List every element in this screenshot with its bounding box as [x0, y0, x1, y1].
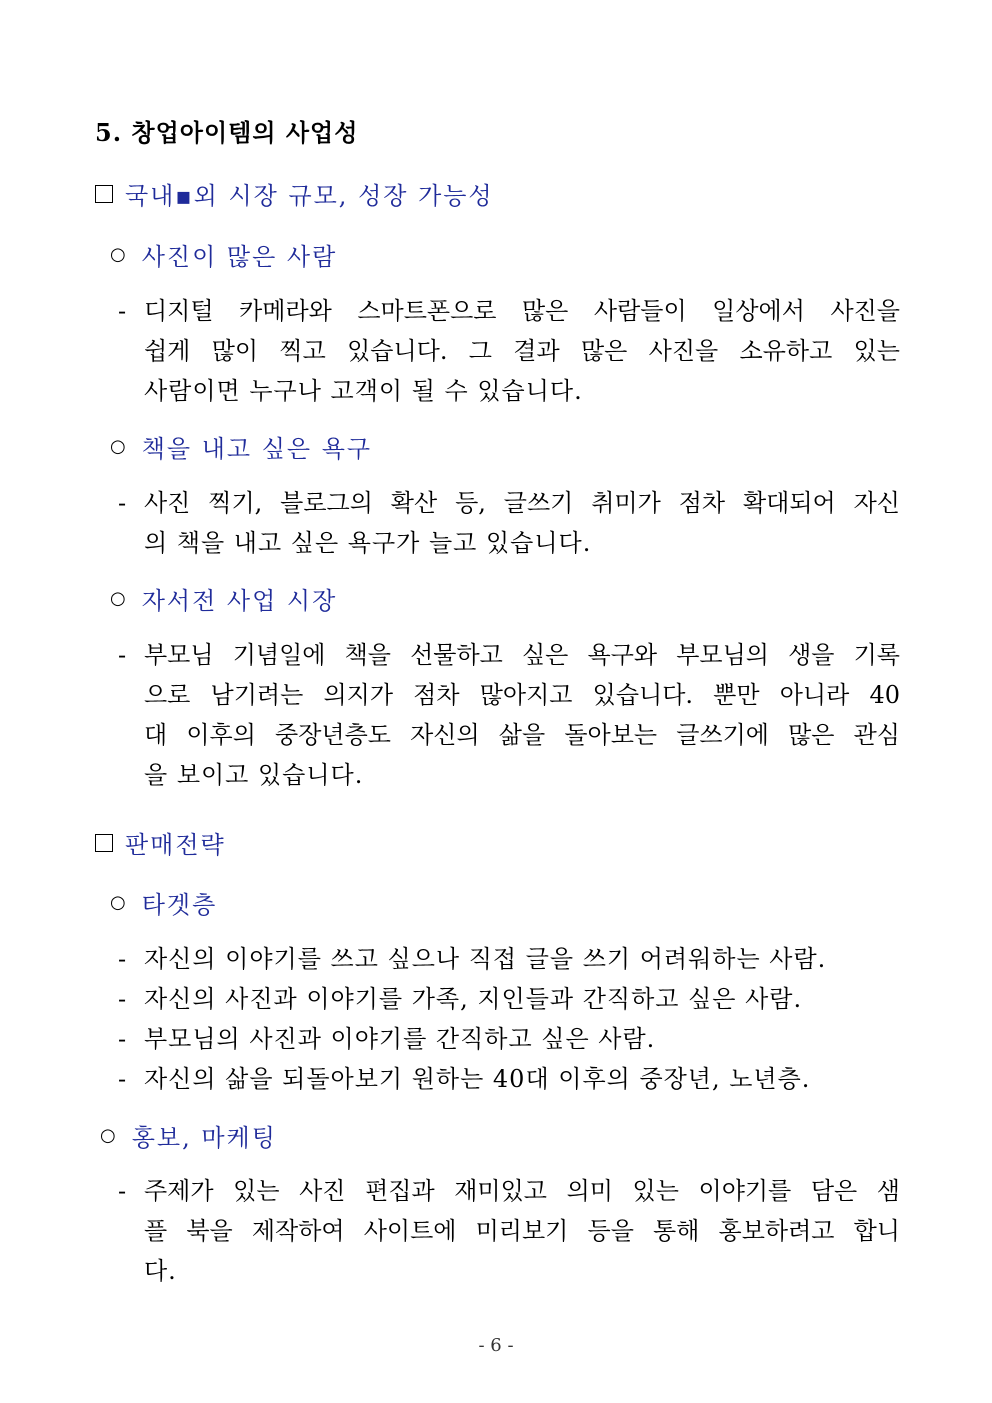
circle-bullet-icon: ○ — [110, 892, 128, 913]
paragraph-line: 주제가 있는 사진 편집과 재미있고 의미 있는 이야기를 담은 샘 — [144, 1177, 900, 1205]
target-title — [110, 885, 217, 920]
item-1-title — [110, 237, 337, 272]
circle-bullet-icon: ○ — [100, 1125, 118, 1146]
paragraph-line: 을 보이고 있습니다. — [144, 761, 364, 789]
paragraph-line: 부모님 기념일에 책을 선물하고 싶은 욕구와 부모님의 생을 기록 — [144, 641, 900, 669]
paragraph-line: 으로 남기려는 의지가 점차 많아지고 있습니다. 뿐만 아니라 40 — [144, 681, 900, 709]
item-1-paragraph: - 디지털 카메라와 스마트폰으로 많은 사람들이 일상에서 사진을 쉽게 많이 찍고 있습니다. 그 결과 많은 사진을 소유하고 있는 사람이면 누구나 고객이 될 수 있습니다. — [118, 291, 900, 411]
item-1-title-text: 사진이 많은 사람 — [141, 243, 338, 271]
paragraph-line: 플 북을 제작하여 사이트에 미리보기 등을 통해 홍보하려고 합니 — [144, 1217, 900, 1245]
paragraph-line: 사진 찍기, 블로그의 확산 등, 글쓰기 취미가 점차 확대되어 자신 — [144, 489, 900, 517]
circle-bullet-icon: ○ — [110, 244, 128, 265]
target-list: - 자신의 이야기를 쓰고 싶으나 직접 글을 쓰기 어려워하는 사람. - 자신의 사진과 이야기를 가족, 지인들과 간직하고 싶은 사람. - 부모님의 사진과 이야기를 간직하고 싶은 사람. - 자신의 삶을 되돌아보기 원하는 40대 이후의 중장년, 노년층. — [118, 939, 900, 1099]
item-2-title — [110, 429, 372, 464]
checkbox-square-icon — [95, 834, 113, 852]
paragraph-line: 디지털 카메라와 스마트폰으로 많은 사람들이 일상에서 사진을 — [144, 297, 900, 325]
item-2-title-text: 책을 내고 싶은 욕구 — [141, 435, 373, 463]
target-title-text: 타겟층 — [141, 891, 218, 919]
list-item: 자신의 사진과 이야기를 가족, 지인들과 간직하고 싶은 사람. — [144, 985, 803, 1013]
section-1-title — [95, 176, 494, 211]
marketing-paragraph: - 주제가 있는 사진 편집과 재미있고 의미 있는 이야기를 담은 샘 플 북을 제작하여 사이트에 미리보기 등을 통해 홍보하려고 합니 다. — [118, 1171, 900, 1291]
item-3-title-text: 자서전 사업 시장 — [141, 587, 338, 615]
paragraph-line: 사람이면 누구나 고객이 될 수 있습니다. — [144, 377, 583, 405]
section-1-title-text: 국내▪외 시장 규모, 성장 가능성 — [125, 182, 494, 210]
marketing-title — [100, 1118, 277, 1153]
paragraph-line: 의 책을 내고 싶은 욕구가 늘고 있습니다. — [144, 529, 592, 557]
section-2-title-text: 판매전략 — [125, 831, 226, 859]
list-item: 자신의 삶을 되돌아보기 원하는 40대 이후의 중장년, 노년층. — [144, 1065, 811, 1093]
paragraph-line: 쉽게 많이 찍고 있습니다. 그 결과 많은 사진을 소유하고 있는 — [144, 337, 900, 365]
circle-bullet-icon: ○ — [110, 436, 128, 457]
item-3-paragraph: - 부모님 기념일에 책을 선물하고 싶은 욕구와 부모님의 생을 기록 으로 남기려는 의지가 점차 많아지고 있습니다. 뿐만 아니라 40 대 이후의 중장년층도 자신의 삶을 돌아보는 글쓰기에 많은 관심 을 보이고 있습니다. — [118, 635, 900, 795]
list-item: 자신의 이야기를 쓰고 싶으나 직접 글을 쓰기 어려워하는 사람. — [144, 945, 827, 973]
section-heading: 5. 창업아이템의 사업성 — [95, 118, 359, 147]
marketing-title-text: 홍보, 마케팅 — [131, 1124, 277, 1152]
paragraph-line: 다. — [144, 1257, 177, 1285]
paragraph-line: 대 이후의 중장년층도 자신의 삶을 돌아보는 글쓰기에 많은 관심 — [144, 721, 900, 749]
page-number: - 6 - — [478, 1335, 514, 1356]
item-3-title — [110, 581, 337, 616]
list-item: 부모님의 사진과 이야기를 간직하고 싶은 사람. — [144, 1025, 656, 1053]
item-2-paragraph: - 사진 찍기, 블로그의 확산 등, 글쓰기 취미가 점차 확대되어 자신 의 책을 내고 싶은 욕구가 늘고 있습니다. — [118, 483, 900, 563]
circle-bullet-icon: ○ — [110, 588, 128, 609]
section-2-title — [95, 825, 226, 860]
checkbox-square-icon — [95, 185, 113, 203]
